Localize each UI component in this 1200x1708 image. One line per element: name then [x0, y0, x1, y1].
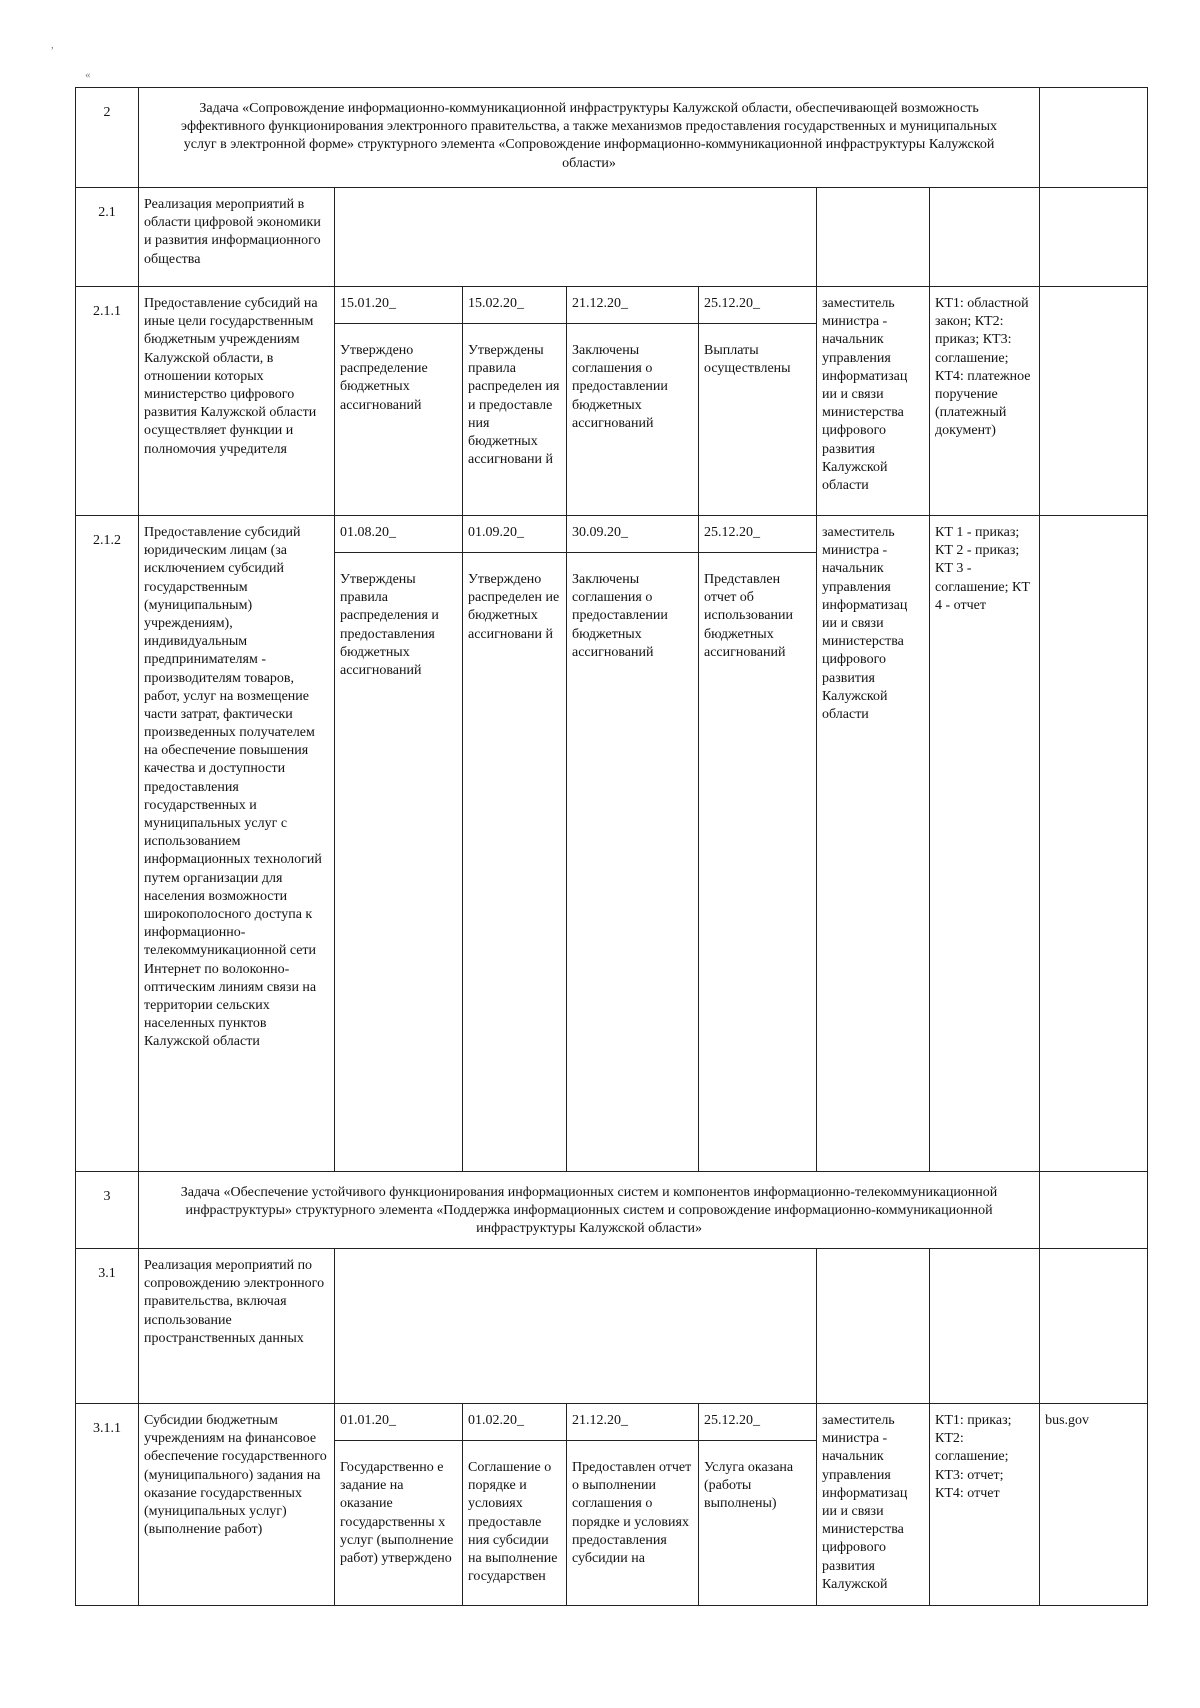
task-row — [76, 1172, 1148, 1249]
control-point-cell — [699, 1404, 817, 1606]
control-point-date: 15.01.20_ — [335, 287, 462, 324]
activity-row — [76, 287, 1148, 516]
row-number: 3.1.1 — [76, 1404, 139, 1606]
empty-cell — [1040, 1172, 1148, 1249]
control-point-result: Утверждено распределение бюджетных ассигнований — [340, 343, 428, 413]
control-point-result: Утверждены правила распределения и предоставления бюджетных ассигнований — [340, 572, 439, 678]
control-point-date: 25.12.20_ — [699, 1404, 816, 1441]
control-point-cell — [567, 516, 699, 1172]
empty-cell — [1040, 1249, 1148, 1404]
activity-plan-table — [75, 87, 1148, 1606]
information-source: bus.gov — [1040, 1404, 1148, 1606]
empty-cell — [817, 1249, 930, 1404]
control-point-result: Услуга оказана (работы выполнены) — [704, 1460, 794, 1512]
row-number: 2 — [76, 88, 139, 188]
control-point-date: 15.02.20_ — [463, 287, 566, 324]
empty-cell — [335, 1249, 817, 1404]
row-number: 2.1 — [76, 188, 139, 287]
task-description: Задача «Обеспечение устойчивого функционирования информационных систем и компонентов информационно-телекоммуникационной инфраструктуры» структурного элемента «Поддержка информационных систем и сопровождение информационно-коммуникационной инфраструктуры Калужской области» — [139, 1172, 1040, 1249]
empty-cell — [930, 1249, 1040, 1404]
responsible-person: заместитель министра - начальник управления информатизац ии и связи министерства цифрового развития Калужской области — [817, 287, 930, 516]
activity-name: Субсидии бюджетным учреждениям на финансовое обеспечение государственного (муниципального) задания на оказание государственных (муниципальных услуг) (выполнение работ) — [139, 1404, 335, 1606]
control-point-date: 01.08.20_ — [335, 516, 462, 553]
row-number: 2.1.1 — [76, 287, 139, 516]
row-number: 3.1 — [76, 1249, 139, 1404]
empty-cell — [1040, 188, 1148, 287]
control-point-date: 01.09.20_ — [463, 516, 566, 553]
control-point-cell — [463, 516, 567, 1172]
control-point-cell — [335, 516, 463, 1172]
control-point-result: Утверждены правила распределен ия и предоставле ния бюджетных ассигновани й — [468, 343, 560, 468]
control-point-result: Государственно е задание на оказание государственны х услуг (выполнение работ) утверждено — [340, 1460, 454, 1566]
group-row — [76, 188, 1148, 287]
control-point-result: Выплаты осуществлены — [704, 343, 791, 377]
confirming-document: КТ1: областной закон; КТ2: приказ; КТ3: соглашение; КТ4: платежное поручение (платежный документ) — [930, 287, 1040, 516]
empty-cell — [335, 188, 817, 287]
control-point-cell — [335, 287, 463, 516]
activity-row — [76, 1404, 1148, 1606]
control-point-result: Утверждено распределен ие бюджетных ассигновани й — [468, 572, 560, 642]
row-number: 2.1.2 — [76, 516, 139, 1172]
control-point-date: 30.09.20_ — [567, 516, 698, 553]
control-point-cell — [699, 516, 817, 1172]
control-point-date: 25.12.20_ — [699, 287, 816, 324]
control-point-date: 01.02.20_ — [463, 1404, 566, 1441]
responsible-person: заместитель министра - начальник управления информатизац ии и связи министерства цифрового развития Калужской — [817, 1404, 930, 1606]
control-point-result: Заключены соглашения о предоставлении бюджетных ассигнований — [572, 343, 668, 431]
scan-mark: « — [85, 69, 91, 81]
scan-mark: , — [51, 39, 54, 51]
activity-name: Реализация мероприятий по сопровождению электронного правительства, включая использование пространственных данных — [139, 1249, 335, 1404]
activity-name: Предоставление субсидий на иные цели государственным бюджетным учреждениям Калужской области, в отношении которых министерство цифрового развития Калужской области осуществляет функции и полномочия учредителя — [139, 287, 335, 516]
activity-name: Реализация мероприятий в области цифровой экономики и развития информационного общества — [139, 188, 335, 287]
empty-cell — [1040, 88, 1148, 188]
responsible-person: заместитель министра - начальник управления информатизац ии и связи министерства цифрового развития Калужской области — [817, 516, 930, 1172]
control-point-result: Заключены соглашения о предоставлении бюджетных ассигнований — [572, 572, 668, 660]
task-row — [76, 88, 1148, 188]
information-source — [1040, 287, 1148, 516]
information-source — [1040, 516, 1148, 1172]
control-point-date: 21.12.20_ — [567, 1404, 698, 1441]
activity-name: Предоставление субсидий юридическим лицам (за исключением субсидий государственным (муниципальным) учреждениям), индивидуальным предпринимателям - производителям товаров, работ, услуг на возмещение части затрат, фактически произведенных получателем на обеспечение повышения качества и доступности предоставления государственных и муниципальных услуг с использованием информационных технологий путем организации для населения возможности широкополосного доступа к информационно-телекоммуникационной сети Интернет по волоконно-оптическим линиям связи на территории сельских населенных пунктов Калужской области — [139, 516, 335, 1172]
control-point-result: Соглашение о порядке и условиях предоставле ния субсидии на выполнение государствен — [468, 1460, 558, 1585]
control-point-cell — [567, 287, 699, 516]
control-point-cell — [463, 287, 567, 516]
confirming-document: КТ1: приказ; КТ2: соглашение; КТ3: отчет; КТ4: отчет — [930, 1404, 1040, 1606]
control-point-cell — [335, 1404, 463, 1606]
control-point-cell — [567, 1404, 699, 1606]
control-point-date: 25.12.20_ — [699, 516, 816, 553]
control-point-date: 01.01.20_ — [335, 1404, 462, 1441]
group-row — [76, 1249, 1148, 1404]
row-number: 3 — [76, 1172, 139, 1249]
task-description: Задача «Сопровождение информационно-коммуникационной инфраструктуры Калужской области, обеспечивающей возможность эффективного функционирования электронного правительства, а также механизмов предоставления государственных и муниципальных услуг в электронной форме» структурного элемента «Сопровождение информационно-коммуникационной инфраструктуры Калужской области» — [139, 88, 1040, 188]
confirming-document: КТ 1 - приказ; КТ 2 - приказ; КТ 3 - соглашение; КТ 4 - отчет — [930, 516, 1040, 1172]
activity-row — [76, 516, 1148, 1172]
table-body — [76, 88, 1148, 1606]
control-point-result: Предоставлен отчет о выполнении соглашения о порядке и условиях предоставления субсидии на — [572, 1460, 692, 1566]
empty-cell — [817, 188, 930, 287]
control-point-result: Представлен отчет об использовании бюджетных ассигнований — [704, 572, 793, 660]
empty-cell — [930, 188, 1040, 287]
control-point-cell — [463, 1404, 567, 1606]
control-point-cell — [699, 287, 817, 516]
control-point-date: 21.12.20_ — [567, 287, 698, 324]
